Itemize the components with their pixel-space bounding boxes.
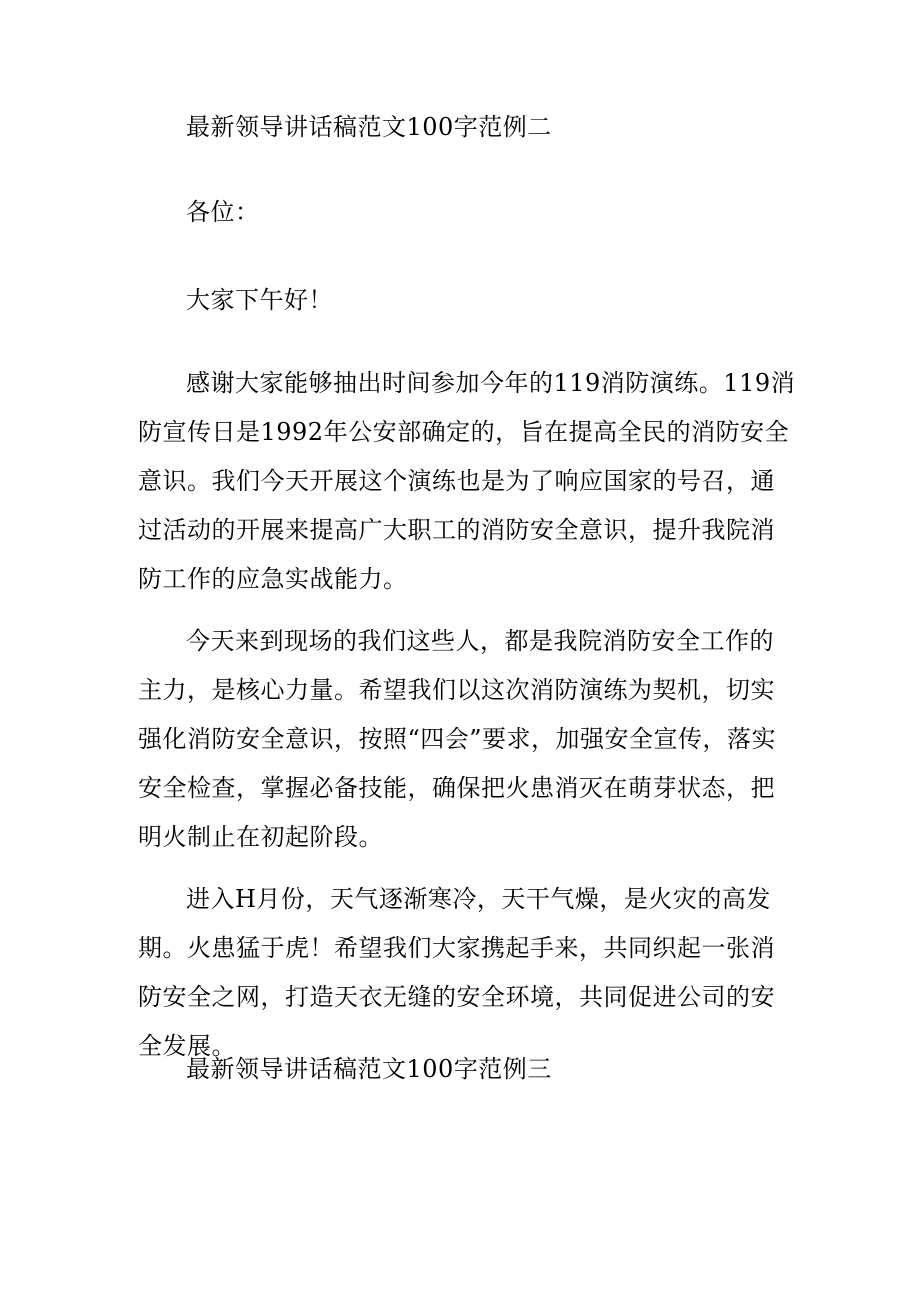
body-paragraph-2: 今天来到现场的我们这些人，都是我院消防安全工作的主力，是核心力量。希望我们以这次消防演练为契机，切实强化消防安全意识，按照“四会”要求，加强安全宣传，落实安全检查，掌握必备技能，确保把火患消灭在萌芽状态，把明火制止在初起阶段。 bbox=[138, 627, 777, 851]
body-paragraph-1: 感谢大家能够抽出时间参加今年的119消防演练。119消防宣传日是1992年公安部确定的，旨在提高全民的消防安全意识。我们今天开展这个演练也是为了响应国家的号召，通过活动的开展来提高广大职工的消防安全意识，提升我院消防工作的应急实战能力。 bbox=[138, 369, 796, 593]
salutation: 各位： bbox=[186, 198, 260, 226]
greeting: 大家下午好！ bbox=[186, 286, 333, 314]
body-paragraph-3: 进入H月份，天气逐渐寒冷，天干气燥，是火灾的高发期。火患猛于虎！希望我们大家携起手来，共同织起一张消防安全之网，打造天衣无缝的安全环境，共同促进公司的安全发展。 bbox=[138, 885, 775, 1060]
section-heading-example-two: 最新领导讲话稿范文100字范例二 bbox=[186, 113, 552, 141]
section-heading-example-three: 最新领导讲话稿范文100字范例三 bbox=[186, 1055, 552, 1083]
